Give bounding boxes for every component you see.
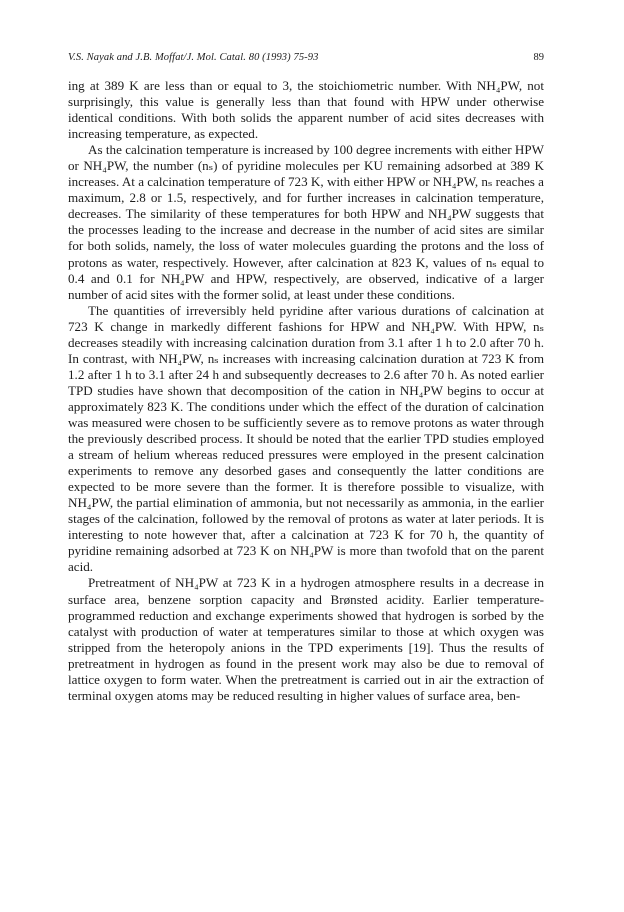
paragraph-2: As the calcination temperature is increased by 100 degree increments with either HPW or NH₄PW, the number (nₛ) of pyridine molecules per KU remaining adsorbed at 389 K increases. At a calcination temperature of 723 K, with either HPW or NH₄PW, nₛ reaches a maximum, 2.8 or 1.5, respectively, and for further increases in calcination temperature, decreases. The similarity of these temperatures for both HPW and NH₄PW suggests that the processes leading to the increase and decrease in the number of acid sites are similar for both solids, namely, the loss of water molecules guarding the protons and the loss of protons as water, respectively. However, after calcination at 823 K, values of nₛ equal to 0.4 and 0.1 for NH₄PW and HPW, respectively, are observed, indicative of a larger number of acid sites with the former solid, at least under these conditions. (68, 142, 544, 302)
body-text (68, 78, 544, 704)
paragraph-3: The quantities of irreversibly held pyridine after various durations of calcination at 723 K change in markedly different fashions for HPW and NH₄PW. With HPW, nₛ decreases steadily with increasing calcination duration from 3.1 after 1 h to 2.0 after 70 h. In contrast, with NH₄PW, nₛ increases with increasing calcination duration at 723 K from 1.2 after 1 h to 3.1 after 24 h and subsequently decreases to 2.6 after 70 h. As noted earlier TPD studies have shown that decomposition of the cation in NH₄PW begins to occur at approximately 823 K. The conditions under which the effect of the duration of calcination was measured were chosen to be sufficiently severe as to remove protons as water through the previously described process. It should be noted that the earlier TPD studies employed a stream of helium whereas reduced pressures were employed in the present calcination experiments to remove any desorbed gases and consequently the latter conditions are expected to be more severe than the former. It is therefore possible to visualize, with NH₄PW, the partial elimination of ammonia, but not necessarily as ammonia, in the earlier stages of the calcination, followed by the removal of protons as water at later periods. It is interesting to note however that, after a calcination at 723 K for 70 h, the quantity of pyridine remaining adsorbed at 723 K on NH₄PW is more than twofold that on the parent acid. (68, 302, 544, 575)
paragraph-1: ing at 389 K are less than or equal to 3, the stoichiometric number. With NH₄PW, not surprisingly, this value is generally less than that found with HPW under otherwise identical conditions. With both solids the apparent number of acid sites decreases with increasing temperature, as expected. (68, 78, 544, 142)
running-title: V.S. Nayak and J.B. Moffat/J. Mol. Catal. 80 (1993) 75-93 (68, 52, 319, 63)
journal-page (68, 52, 544, 704)
paragraph-4: Pretreatment of NH₄PW at 723 K in a hydrogen atmosphere results in a decrease in surface area, benzene sorption capacity and Brønsted acidity. Earlier temperature-programmed reduction and exchange experiments showed that hydrogen is sorbed by the catalyst with production of water at temperatures similar to those at which oxygen was stripped from the heteropoly anions in the TPD experiments [19]. Thus the results of pretreatment in hydrogen as found in the present work may also be due to removal of lattice oxygen to form water. When the pretreatment is carried out in air the extraction of terminal oxygen atoms may be reduced resulting in higher values of surface area, ben- (68, 575, 544, 703)
running-head (68, 52, 544, 68)
page-number: 89 (533, 52, 544, 63)
